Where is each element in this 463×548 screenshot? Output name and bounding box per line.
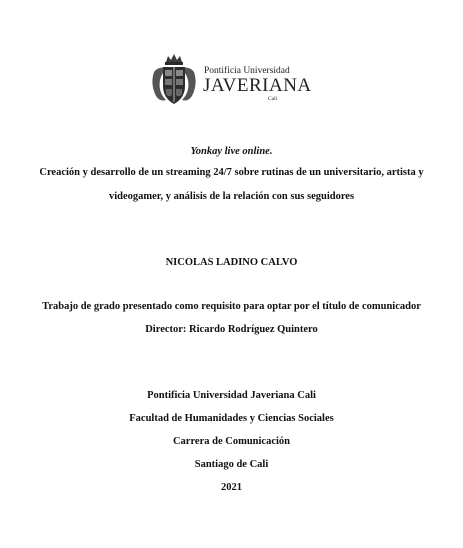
- university-crest-icon: [150, 52, 198, 108]
- city-name: Santiago de Cali: [194, 459, 269, 470]
- document-subtitle-line-2: videogamer, y análisis de la relación con sus seguidores: [108, 191, 355, 202]
- logo-city-text: Cali: [268, 96, 278, 102]
- university-name: Pontificia Universidad Javeriana Cali: [147, 390, 316, 401]
- author-name: NICOLAS LADINO CALVO: [165, 257, 298, 268]
- university-logo: [150, 52, 312, 108]
- logo-main-text: JAVERIANA: [203, 75, 312, 96]
- document-subtitle-line-1: Creación y desarrollo de un streaming 24/7 sobre rutinas de un universitario, artista y: [39, 167, 424, 178]
- thesis-director: Director: Ricardo Rodríguez Quintero: [145, 324, 318, 335]
- degree-purpose: Trabajo de grado presentado como requisito para optar por el título de comunicador: [42, 301, 421, 312]
- faculty-name: Facultad de Humanidades y Ciencias Sociales: [129, 413, 334, 424]
- document-title: Yonkay live online.: [190, 146, 273, 157]
- logo-top-text: Pontificia Universidad: [204, 66, 290, 76]
- program-name: Carrera de Comunicación: [172, 436, 291, 447]
- publication-year: 2021: [221, 482, 242, 493]
